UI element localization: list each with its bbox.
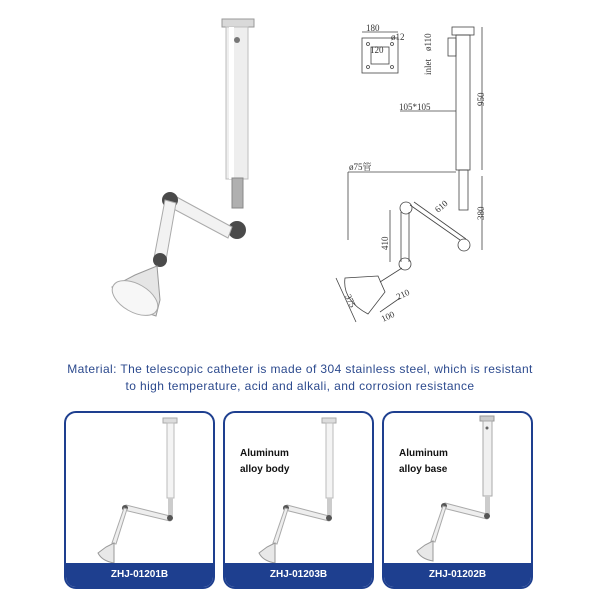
product-card[interactable] [64, 411, 215, 589]
product-card[interactable] [382, 411, 533, 589]
dim-inlet-size: ø110 [423, 33, 433, 51]
dim-tube-label: ø75管 [349, 162, 372, 172]
material-description: Material: The telescopic catheter is made of 304 stainless steel, which is resistant to high temperature, acid and alkali, and corrosion resistance [67, 362, 533, 393]
dim-upper-arm: 610 [432, 198, 450, 215]
dim-hole: ø12 [391, 32, 405, 42]
product-card[interactable] [223, 411, 374, 589]
product-note: Aluminum alloy base [399, 448, 448, 475]
product-cards [64, 411, 544, 591]
product-image [66, 413, 213, 565]
product-model: ZHJ-01202B [384, 563, 531, 587]
product-photo [106, 19, 254, 323]
dimension-drawing [336, 27, 482, 322]
dim-hood-depth: 100 [379, 309, 397, 324]
product-note: Aluminum alloy body [240, 448, 290, 475]
dim-column-size: 105*105 [399, 102, 431, 112]
dim-mount-width: 180 [366, 23, 380, 33]
dim-mount-inner: 120 [370, 45, 384, 55]
dim-hood-arm: 210 [394, 287, 412, 302]
product-image [384, 413, 531, 565]
dim-telescopic: 380 [476, 206, 486, 220]
dim-column-height: 950 [476, 92, 486, 106]
dim-hood-diameter: 375 [343, 292, 358, 310]
product-model: ZHJ-01201B [66, 563, 213, 587]
dim-lower-arm: 410 [380, 236, 390, 250]
dimension-labels [343, 23, 486, 324]
dim-inlet-label: inlet [423, 59, 433, 75]
product-image [225, 413, 372, 565]
product-model: ZHJ-01203B [225, 563, 372, 587]
